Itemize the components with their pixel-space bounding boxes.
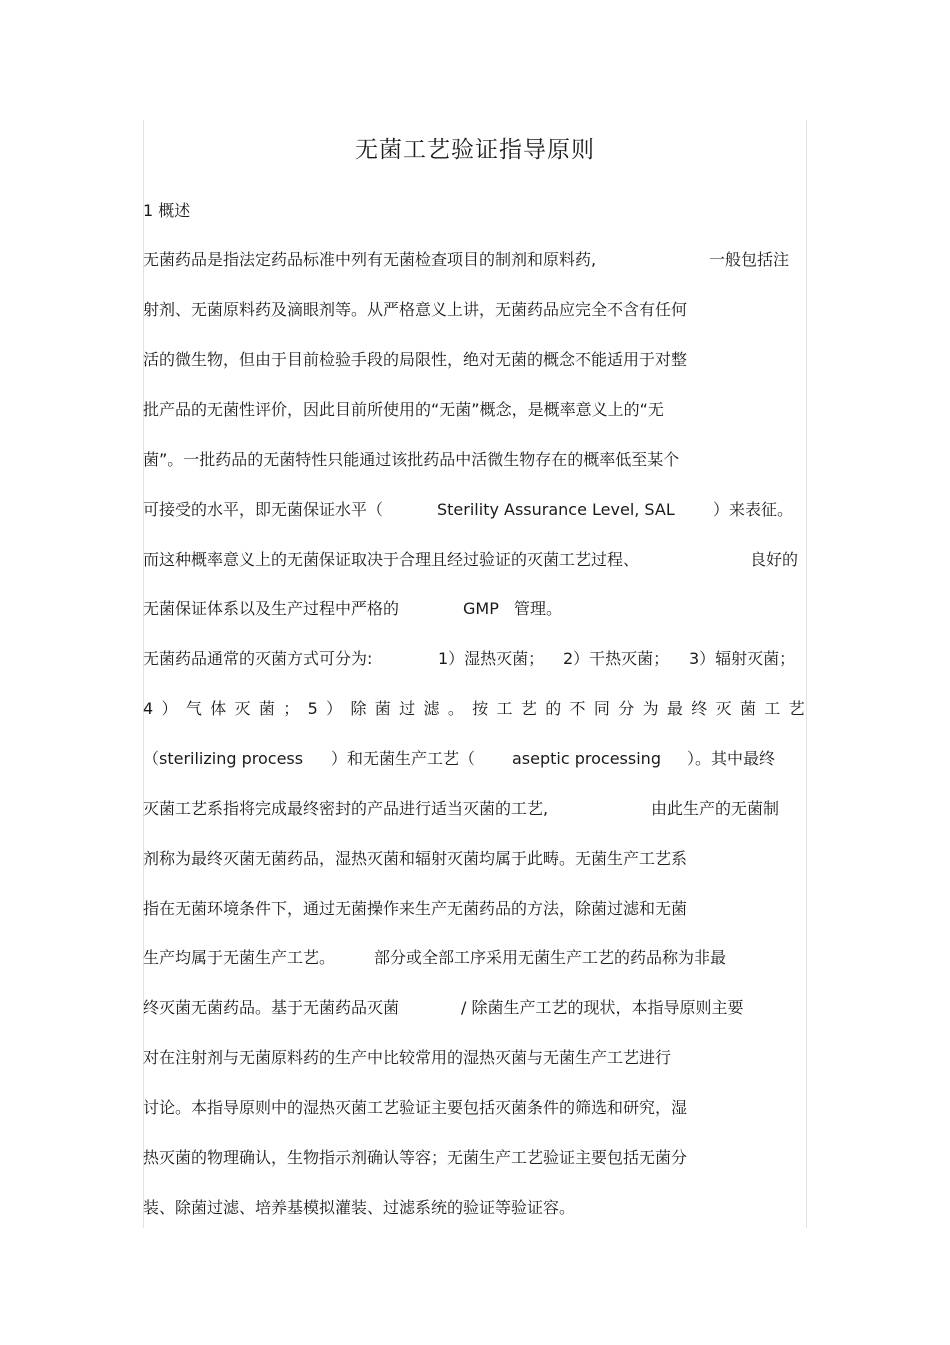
spread-glyph: 艺 — [520, 699, 537, 718]
spread-glyph: ； — [283, 699, 300, 718]
text-segment: 对在注射剂与无菌原料药的生产中比较常用的湿热灭菌与无菌生产工艺进行 — [143, 1048, 672, 1067]
spread-glyph: 不 — [569, 699, 586, 718]
spread-glyph: 灭 — [715, 699, 732, 718]
text-segment: Sterility Assurance Level, SAL — [437, 500, 675, 519]
text-segment: 无菌药品是指法定药品标准中列有无菌检查项目的制剂和原料药, — [143, 250, 597, 269]
text-segment: 讨论。本指导原则中的湿热灭菌工艺验证主要包括灭菌条件的筛选和研究，湿 — [143, 1098, 688, 1117]
text-segment: 菌”。一批药品的无菌特性只能通过该批药品中活微生物存在的概率低至某个 — [143, 450, 680, 469]
text-segment: 无菌药品通常的灭菌方式可分为: — [143, 649, 373, 668]
spread-glyph: 过 — [399, 699, 416, 718]
section-heading: 1 概述 — [143, 201, 191, 220]
spread-glyph: 工 — [764, 699, 781, 718]
spread-glyph: 菌 — [374, 699, 391, 718]
spread-glyph: 滤 — [423, 699, 440, 718]
spread-glyph: 的 — [545, 699, 562, 718]
text-segment: 剂称为最终灭菌无菌药品，湿热灭菌和辐射灭菌均属于此畴。无菌生产工艺系 — [143, 849, 688, 868]
text-segment: 而这种概率意义上的无菌保证取决于合理且经过验证的灭菌工艺过程、 — [143, 550, 640, 569]
spread-glyph: 。 — [447, 699, 464, 718]
text-segment: 生产均属于无菌生产工艺。 — [143, 948, 336, 967]
text-segment: 灭菌工艺系指将完成最终密封的产品进行适当灭菌的工艺, — [143, 799, 549, 818]
text-segment: aseptic processing — [512, 749, 661, 768]
spread-glyph: 4 — [143, 699, 154, 718]
page-title: 无菌工艺验证指导原则 — [355, 137, 595, 163]
text-segment: GMP — [463, 599, 499, 618]
spread-glyph: ） — [161, 699, 178, 718]
text-segment: 活的微生物，但由于目前检验手段的局限性，绝对无菌的概念不能适用于对整 — [143, 350, 688, 369]
text-segment: 装、除菌过滤、培养基模拟灌装、过滤系统的验证等验证容。 — [143, 1198, 576, 1217]
spread-glyph: 最 — [666, 699, 683, 718]
text-segment: （sterilizing process — [143, 749, 304, 768]
text-segment: 管理。 — [514, 599, 563, 618]
spread-glyph: 5 — [307, 699, 318, 718]
text-segment: 部分或全部工序采用无菌生产工艺的药品称为非最 — [374, 948, 727, 967]
text-segment: 3）辐射灭菌； — [689, 649, 796, 668]
text-segment: 由此生产的无菌制 — [651, 799, 780, 818]
right-margin-rule — [806, 120, 807, 1228]
text-segment: 热灭菌的物理确认，生物指示剂确认等容；无菌生产工艺验证主要包括无菌分 — [143, 1148, 688, 1167]
spread-glyph: 按 — [472, 699, 489, 718]
spread-glyph: 除 — [350, 699, 367, 718]
text-segment: 良好的 — [750, 550, 799, 569]
text-segment: 无菌保证体系以及生产过程中严格的 — [143, 599, 400, 618]
text-segment: 批产品的无菌性评价，因此目前所使用的“无菌”概念，是概率意义上的“无 — [143, 400, 664, 419]
text-segment: 终灭菌无菌药品。基于无菌药品灭菌 — [143, 998, 400, 1017]
text-segment: 指在无菌环境条件下，通过无菌操作来生产无菌药品的方法，除菌过滤和无菌 — [143, 899, 688, 918]
text-segment: 可接受的水平，即无菌保证水平（ — [143, 500, 384, 519]
text-segment: ）。其中最终 — [687, 749, 776, 768]
text-segment: ）和无菌生产工艺（ — [331, 749, 476, 768]
spread-glyph: 体 — [210, 699, 227, 718]
spread-glyph: 为 — [642, 699, 659, 718]
spread-glyph: 菌 — [739, 699, 756, 718]
spread-glyph: 灭 — [234, 699, 251, 718]
text-segment: 2）干热灭菌； — [563, 649, 670, 668]
paragraph-line-spread — [143, 699, 805, 719]
text-segment: ）来表征。 — [713, 500, 794, 519]
text-segment: 射剂、无菌原料药及滴眼剂等。从严格意义上讲，无菌药品应完全不含有任何 — [143, 300, 688, 319]
spread-glyph: 分 — [618, 699, 635, 718]
spread-glyph: 同 — [593, 699, 610, 718]
text-segment: 一般包括注 — [709, 250, 790, 269]
spread-glyph: 工 — [496, 699, 513, 718]
spread-glyph: 菌 — [258, 699, 275, 718]
spread-glyph: 艺 — [788, 699, 805, 718]
text-segment: 1）湿热灭菌； — [438, 649, 545, 668]
spread-glyph: 气 — [185, 699, 202, 718]
spread-glyph: ） — [326, 699, 343, 718]
spread-glyph: 终 — [691, 699, 708, 718]
text-segment: / 除菌生产工艺的现状，本指导原则主要 — [461, 998, 744, 1017]
